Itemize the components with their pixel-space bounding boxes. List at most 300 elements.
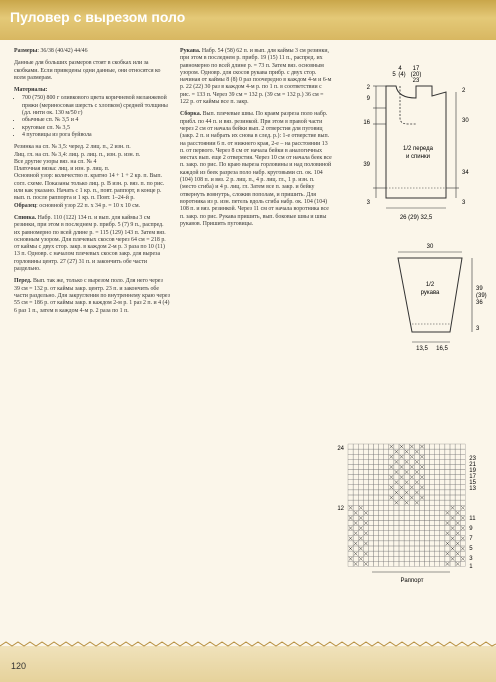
- chart-cell: [353, 505, 358, 510]
- chart-cell-mark: [349, 537, 353, 541]
- chart-cell: [368, 470, 373, 475]
- chart-cell: [394, 556, 399, 561]
- chart-cell: [394, 551, 399, 556]
- chart-cell: [379, 495, 384, 500]
- chart-cell: [348, 510, 353, 515]
- chart-cell: [368, 449, 373, 454]
- chart-cell: [419, 556, 424, 561]
- chart-cell: [353, 475, 358, 480]
- density-text: : основной узор 22 п. x 34 р. = 10 x 10 см.: [36, 202, 141, 209]
- chart-repeat-label: Раппорт: [400, 578, 424, 584]
- chart-cell: [353, 526, 358, 531]
- chart-cell: [450, 480, 455, 485]
- body-top-number: 23: [412, 78, 420, 84]
- chart-cell-mark: [400, 445, 404, 449]
- chart-cell: [404, 515, 409, 520]
- chart-cell: [389, 556, 394, 561]
- materials-item: • 700 (750) 800 г оливкового цвета коричневой меланжевой пряжи (мериносовая шерсть с хлопком) средней толщины (дл. нити ок. 130 м/50 г): [22, 95, 170, 117]
- chart-cell: [363, 556, 368, 561]
- chart-cell-mark: [359, 547, 363, 551]
- chart-cell: [414, 526, 419, 531]
- chart-cell: [460, 444, 465, 449]
- chart-cell: [394, 536, 399, 541]
- chart-cell: [455, 485, 460, 490]
- chart-cell: [435, 556, 440, 561]
- chart-cell: [440, 515, 445, 520]
- chart-cell: [430, 526, 435, 531]
- chart-cell: [425, 470, 430, 475]
- sleeves-label: Рукава.: [180, 48, 201, 54]
- chart-cell: [358, 485, 363, 490]
- chart-cell: [435, 470, 440, 475]
- stockinette-paragraph: Лиц. гл. на сп. № 3,4: лиц. р. лиц. п., изн. р. изн. п.: [14, 151, 141, 158]
- chart-cell: [450, 510, 455, 515]
- chart-cell: [455, 526, 460, 531]
- chart-cell-mark: [456, 562, 460, 566]
- chart-cell: [430, 551, 435, 556]
- chart-cell: [368, 561, 373, 566]
- chart-cell: [409, 546, 414, 551]
- chart-cell: [358, 551, 363, 556]
- chart-cell: [399, 470, 404, 475]
- body-left-number: 39: [363, 162, 370, 168]
- sizes-label: Размеры: [14, 48, 38, 54]
- chart-cell: [348, 454, 353, 459]
- chart-cell: [379, 526, 384, 531]
- chart-cell: [409, 536, 414, 541]
- body-top-number: (4): [398, 72, 406, 78]
- chart-cell: [430, 521, 435, 526]
- chart-cell: [389, 449, 394, 454]
- chart-cell-mark: [461, 547, 465, 551]
- page-number: 120: [11, 661, 27, 671]
- chart-cell: [368, 551, 373, 556]
- chart-cell: [419, 449, 424, 454]
- chart-cell: [425, 464, 430, 469]
- chart-cell: [394, 561, 399, 566]
- chart-cell: [384, 546, 389, 551]
- chart-cell-mark: [364, 542, 368, 546]
- chart-cell: [348, 495, 353, 500]
- pattern-paragraph: Основной узор: количество п. кратно 14 + 1 + 2 кр. п. Вып. согл. схеме. Показаны только лиц. р. В изн. р. вяз. п. по рис. или как указано. Начать с 1 кр. п., повт. раппорт, в конце р. вып. п. после раппорта и 1 кр. п. Повт. 1–24-й р.: [14, 173, 165, 202]
- chart-cell: [384, 551, 389, 556]
- chart-cell: [358, 490, 363, 495]
- chart-cell: [450, 449, 455, 454]
- chart-cell: [404, 444, 409, 449]
- chart-cell: [460, 510, 465, 515]
- chart-cell: [450, 500, 455, 505]
- chart-row-number-right: 11: [469, 516, 476, 522]
- chart-cell: [460, 495, 465, 500]
- chart-cell: [374, 485, 379, 490]
- chart-cell-mark: [390, 486, 394, 490]
- chart-cell: [425, 480, 430, 485]
- chart-cell: [440, 495, 445, 500]
- chart-cell: [460, 464, 465, 469]
- sleeve-bottom-number: 13,5: [416, 346, 428, 352]
- chart-cell: [409, 515, 414, 520]
- chart-cell-mark: [390, 496, 394, 500]
- chart-cell-mark: [390, 475, 394, 479]
- chart-cell: [414, 556, 419, 561]
- chart-cell: [384, 515, 389, 520]
- chart-cell: [430, 505, 435, 510]
- chart-cell: [409, 541, 414, 546]
- chart-row-number-right: 15: [469, 480, 476, 486]
- back-label: Спинка.: [14, 214, 37, 221]
- chart-cell: [430, 546, 435, 551]
- chart-cell-mark: [400, 475, 404, 479]
- chart-cell: [374, 470, 379, 475]
- chart-cell: [435, 561, 440, 566]
- decorative-border: [0, 640, 496, 650]
- chart-cell-mark: [415, 460, 419, 464]
- chart-cell: [368, 485, 373, 490]
- chart-cell: [348, 449, 353, 454]
- chart-cell: [425, 510, 430, 515]
- chart-cell: [460, 470, 465, 475]
- chart-cell: [414, 561, 419, 566]
- materials-item: • 4 пуговицы из рога буйвола: [22, 132, 170, 139]
- chart-cell: [450, 454, 455, 459]
- chart-cell-mark: [410, 455, 414, 459]
- chart-cell: [455, 495, 460, 500]
- chart-cell: [455, 546, 460, 551]
- body-top-number: 5: [392, 72, 396, 78]
- chart-cell: [374, 526, 379, 531]
- chart-cell-mark: [364, 511, 368, 514]
- chart-cell: [425, 515, 430, 520]
- chart-cell: [353, 444, 358, 449]
- chart-cell: [379, 454, 384, 459]
- chart-cell: [450, 561, 455, 566]
- chart-cell: [445, 480, 450, 485]
- chart-row-number-right: 3: [469, 556, 473, 562]
- chart-cell-mark: [354, 552, 358, 556]
- chart-cell: [389, 505, 394, 510]
- chart-cell: [348, 475, 353, 480]
- chart-cell-mark: [420, 496, 424, 500]
- chart-cell: [404, 521, 409, 526]
- chart-cell: [409, 505, 414, 510]
- chart-cell-mark: [410, 465, 414, 469]
- chart-cell: [414, 464, 419, 469]
- materials-list: [14, 95, 170, 139]
- chart-row-number-right: 9: [469, 526, 473, 532]
- chart-cell: [445, 526, 450, 531]
- chart-cell: [363, 500, 368, 505]
- chart-cell-mark: [354, 511, 358, 514]
- chart-cell-mark: [395, 481, 399, 485]
- chart-cell: [384, 444, 389, 449]
- chart-cell: [374, 505, 379, 510]
- chart-cell: [363, 444, 368, 449]
- chart-cell: [409, 521, 414, 526]
- chart-cell-mark: [359, 526, 363, 530]
- chart-cell: [363, 526, 368, 531]
- chart-cell: [389, 521, 394, 526]
- chart-cell: [414, 541, 419, 546]
- chart-row-number-left: 24: [337, 446, 344, 452]
- chart-cell: [353, 556, 358, 561]
- chart-cell: [399, 561, 404, 566]
- chart-cell: [353, 480, 358, 485]
- chart-cell: [399, 490, 404, 495]
- chart-cell: [389, 459, 394, 464]
- chart-cell: [440, 546, 445, 551]
- chart-cell-mark: [405, 491, 409, 495]
- chart-cell: [384, 556, 389, 561]
- chart-cell: [419, 546, 424, 551]
- chart-cell: [394, 541, 399, 546]
- chart-cell-mark: [415, 470, 419, 474]
- chart-cell: [419, 536, 424, 541]
- chart-cell: [384, 480, 389, 485]
- chart-cell-mark: [395, 501, 399, 505]
- chart-cell: [460, 480, 465, 485]
- chart-cell: [455, 464, 460, 469]
- chart-cell: [363, 454, 368, 459]
- chart-cell: [394, 454, 399, 459]
- chart-cell: [440, 470, 445, 475]
- chart-cell: [353, 470, 358, 475]
- body-schematic: [356, 58, 488, 228]
- chart-cell: [379, 531, 384, 536]
- chart-cell: [358, 531, 363, 536]
- chart-cell: [435, 464, 440, 469]
- chart-cell: [353, 495, 358, 500]
- chart-cell-mark: [410, 475, 414, 479]
- chart-cell: [435, 500, 440, 505]
- chart-cell-mark: [405, 481, 409, 485]
- chart-cell: [445, 495, 450, 500]
- chart-cell: [435, 541, 440, 546]
- chart-cell: [374, 551, 379, 556]
- chart-cell: [368, 454, 373, 459]
- chart-cell: [358, 521, 363, 526]
- chart-cell: [379, 551, 384, 556]
- chart-cell: [394, 521, 399, 526]
- chart-cell-mark: [410, 486, 414, 490]
- chart-cell: [425, 454, 430, 459]
- chart-cell: [368, 464, 373, 469]
- chart-cell: [399, 526, 404, 531]
- chart-cell: [353, 515, 358, 520]
- chart-cell: [460, 551, 465, 556]
- chart-cell: [460, 485, 465, 490]
- chart-cell: [435, 526, 440, 531]
- chart-cell: [430, 454, 435, 459]
- chart-cell: [460, 475, 465, 480]
- chart-cell-mark: [410, 445, 414, 449]
- chart-cell: [374, 454, 379, 459]
- chart-cell: [374, 521, 379, 526]
- chart-cell: [404, 510, 409, 515]
- chart-cell: [435, 490, 440, 495]
- chart-cell: [394, 531, 399, 536]
- sizes-value: : 36/38 (40/42) 44/46: [37, 48, 88, 54]
- chart-cell: [440, 556, 445, 561]
- chart-cell: [389, 500, 394, 505]
- chart-cell: [450, 495, 455, 500]
- chart-cell: [348, 444, 353, 449]
- chart-cell: [384, 531, 389, 536]
- chart-cell: [435, 551, 440, 556]
- chart-cell: [425, 536, 430, 541]
- chart-cell: [374, 536, 379, 541]
- chart-cell: [389, 510, 394, 515]
- chart-cell: [358, 541, 363, 546]
- chart-cell: [445, 505, 450, 510]
- body-width-label: 26 (29) 32,5: [399, 215, 433, 221]
- sleeve-piece-label: рукава: [420, 290, 440, 296]
- chart-cell: [399, 556, 404, 561]
- chart-cell: [430, 470, 435, 475]
- chart-cell-mark: [420, 475, 424, 479]
- chart-cell: [404, 546, 409, 551]
- chart-cell: [348, 464, 353, 469]
- chart-cell: [425, 459, 430, 464]
- chart-cell: [379, 490, 384, 495]
- chart-cell: [389, 531, 394, 536]
- chart-cell: [404, 536, 409, 541]
- chart-cell: [348, 521, 353, 526]
- chart-cell: [445, 470, 450, 475]
- chart-cell: [394, 464, 399, 469]
- chart-cell-mark: [395, 450, 399, 454]
- chart-cell: [384, 505, 389, 510]
- body-left-number: 3: [366, 200, 370, 206]
- chart-cell: [394, 505, 399, 510]
- chart-cell: [440, 464, 445, 469]
- chart-row-number-right: 7: [469, 536, 473, 542]
- chart-cell-mark: [451, 547, 455, 551]
- chart-cell: [353, 464, 358, 469]
- chart-cell: [450, 521, 455, 526]
- chart-cell: [368, 526, 373, 531]
- chart-cell: [389, 561, 394, 566]
- chart-cell: [440, 485, 445, 490]
- chart-cell: [419, 480, 424, 485]
- chart-cell: [384, 510, 389, 515]
- chart-cell-mark: [415, 481, 419, 485]
- chart-cell: [430, 444, 435, 449]
- chart-cell-mark: [415, 450, 419, 454]
- chart-cell: [404, 485, 409, 490]
- chart-cell-mark: [364, 521, 368, 525]
- chart-cell: [419, 500, 424, 505]
- chart-cell: [440, 551, 445, 556]
- sleeve-side-number: (39): [476, 293, 487, 299]
- chart-cell-mark: [420, 465, 424, 469]
- chart-cell: [368, 505, 373, 510]
- chart-cell-mark: [359, 506, 363, 510]
- chart-cell: [430, 536, 435, 541]
- chart-cell: [399, 531, 404, 536]
- chart-cell: [399, 536, 404, 541]
- chart-cell: [384, 536, 389, 541]
- chart-cell: [425, 551, 430, 556]
- chart-cell: [384, 464, 389, 469]
- chart-cell-mark: [359, 516, 363, 520]
- chart-cell: [353, 485, 358, 490]
- chart-cell: [455, 505, 460, 510]
- chart-cell: [358, 459, 363, 464]
- chart-cell: [430, 510, 435, 515]
- chart-cell: [384, 485, 389, 490]
- chart-cell: [384, 490, 389, 495]
- chart-cell: [379, 444, 384, 449]
- chart-cell: [348, 459, 353, 464]
- chart-cell: [404, 464, 409, 469]
- chart-cell: [435, 531, 440, 536]
- chart-cell: [419, 531, 424, 536]
- chart-cell: [440, 475, 445, 480]
- chart-cell: [455, 459, 460, 464]
- chart-cell: [435, 449, 440, 454]
- chart-cell: [389, 480, 394, 485]
- chart-cell: [374, 480, 379, 485]
- chart-cell: [440, 521, 445, 526]
- materials-item: • обычные сп. № 3,5 и 4: [22, 117, 170, 124]
- rib-paragraph: Резинка на сп. № 3,5: черед. 2 лиц. п., 2 изн. п.: [14, 144, 131, 151]
- chart-cell: [414, 515, 419, 520]
- chart-cell: [425, 531, 430, 536]
- chart-cell: [425, 495, 430, 500]
- chart-cell: [384, 495, 389, 500]
- chart-cell-mark: [446, 552, 450, 556]
- chart-cell: [430, 500, 435, 505]
- chart-cell: [414, 536, 419, 541]
- chart-cell: [409, 531, 414, 536]
- chart-cell: [399, 551, 404, 556]
- chart-cell: [409, 449, 414, 454]
- body-top-number: 4: [398, 66, 402, 72]
- chart-cell: [389, 546, 394, 551]
- chart-cell: [409, 561, 414, 566]
- chart-cell-mark: [359, 537, 363, 541]
- chart-cell: [384, 561, 389, 566]
- chart-cell: [384, 541, 389, 546]
- chart-cell: [460, 449, 465, 454]
- chart-cell-mark: [400, 496, 404, 500]
- chart-cell: [379, 505, 384, 510]
- chart-cell: [445, 485, 450, 490]
- front-text: Вып. так же, только с вырезом поло. Для него через 39 см = 132 р. от каймы закр. центр. 23 п. и закончить обе части раздельно. Для закругления по внутреннему краю через 55 см = 186 р. от каймы закр. в каждом 2-м р. 1 раз 2 п. и 4 (4) 6 раз 1 п., затем в каждом 4-м р. 2 раза по 1 п.: [14, 278, 170, 314]
- chart-cell: [445, 449, 450, 454]
- chart-cell: [358, 449, 363, 454]
- chart-cell: [409, 480, 414, 485]
- chart-cell: [440, 505, 445, 510]
- chart-cell: [379, 500, 384, 505]
- materials-heading: Материалы:: [14, 87, 48, 94]
- chart-row-number-right: 17: [469, 474, 476, 480]
- chart-cell-mark: [420, 455, 424, 459]
- chart-cell: [450, 475, 455, 480]
- chart-cell: [414, 454, 419, 459]
- chart-cell-mark: [390, 445, 394, 449]
- chart-cell-mark: [461, 526, 465, 530]
- chart-cell: [409, 551, 414, 556]
- chart-cell-mark: [395, 460, 399, 464]
- chart-cell: [455, 449, 460, 454]
- chart-cell: [425, 561, 430, 566]
- chart-cell: [379, 541, 384, 546]
- chart-cell: [368, 490, 373, 495]
- chart-cell-mark: [364, 562, 368, 566]
- chart-cell: [384, 521, 389, 526]
- chart-cell: [368, 521, 373, 526]
